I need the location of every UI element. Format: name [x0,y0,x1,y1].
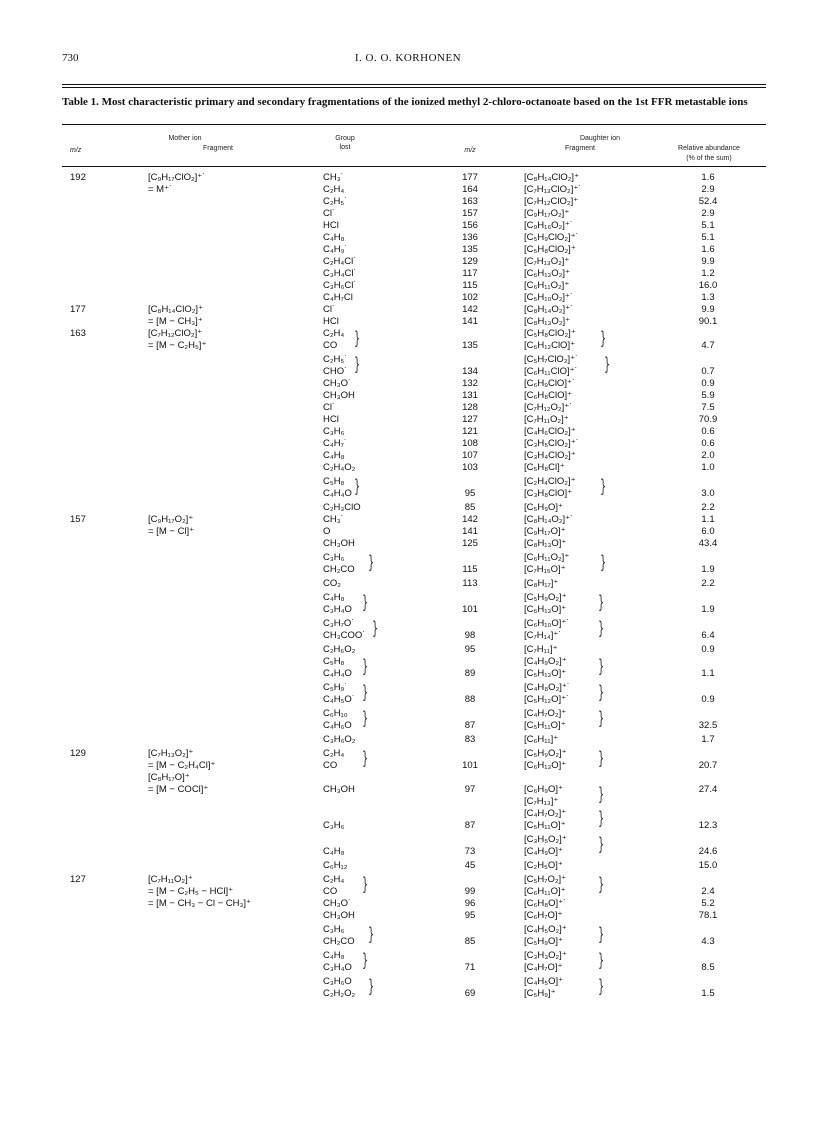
brace: } [598,784,605,805]
cell-daughter-fragment: [C₆H₁₁]⁺ [524,734,559,745]
cell-relative-abundance: 8.5 [701,962,715,973]
brace: } [362,748,369,769]
brace: } [598,708,605,729]
cell-daughter-fragment: [C₅H₈ClO₂]⁺ [524,328,576,339]
cell-daughter-fragment: [C₆H₁₁ClO]⁺˙ [524,366,578,377]
brace: } [598,748,605,769]
cell-daughter-fragment: [C₅H₇ClO₂]⁺˙ [524,354,579,365]
cell-daughter-mz: 85 [464,936,476,947]
cell-group-lost: CH₂CO [323,564,355,575]
cell-daughter-mz: 89 [464,668,476,679]
cell-daughter-fragment: [C₇H₁₁]⁺ [524,644,558,655]
cell-relative-abundance: 2.2 [701,578,715,589]
cell-relative-abundance: 0.9 [701,644,715,655]
cell-daughter-fragment: [C₆H₁₁O₂]⁺ [524,552,570,563]
cell-daughter-fragment: [C₅H₁₃O]⁺ [524,668,567,679]
cell-relative-abundance: 32.5 [698,720,718,731]
cell-relative-abundance: 90.1 [698,316,718,327]
cell-daughter-mz: 98 [464,630,476,641]
cell-daughter-fragment: [C₅H₉O]⁺ [524,502,563,513]
cell-daughter-fragment: [C₈H₁₃O]⁺ [524,538,567,549]
cell-daughter-mz: 136 [462,232,478,243]
cell-relative-abundance: 1.7 [701,734,715,745]
cell-daughter-mz: 83 [464,734,476,745]
cell-mother-ion: = [M − C₂H₅]⁺ [148,340,207,351]
cell-daughter-mz: 129 [462,256,478,267]
cell-daughter-fragment: [C₆H₈O]⁺˙ [524,898,567,909]
cell-daughter-mz: 142 [462,304,478,315]
cell-group-lost: CH₂CO [323,936,355,947]
cell-relative-abundance: 9.9 [701,256,715,267]
cell-relative-abundance: 1.6 [701,244,715,255]
cell-daughter-mz: 101 [462,760,478,771]
cell-mother-ion: = [M − COCl]⁺ [148,784,209,795]
cell-daughter-fragment: [C₄H₈O₂]⁺˙ [524,682,571,693]
cell-daughter-fragment: [C₉H₁₇O₂]⁺ [524,208,570,219]
brace: } [368,976,375,997]
cell-daughter-fragment: [C₄H₇O]⁺ [524,962,563,973]
cell-group-lost: O [323,526,331,537]
cell-daughter-mz: 73 [464,846,476,857]
cell-daughter-fragment: [C₄H₇O₂]⁺ [524,808,567,819]
cell-relative-abundance: 3.0 [701,488,715,499]
cell-group-lost: C₃H₆ [323,820,345,831]
brace: } [362,874,369,895]
cell-mother-ion: [C₈H₁₇O]⁺ [148,772,190,783]
cell-daughter-fragment: [C₅H₈Cl]⁺ [524,462,565,473]
cell-daughter-mz: 127 [462,414,478,425]
cell-daughter-fragment: [C₃H₄ClO₂]⁺ [524,450,576,461]
cell-mother-ion: = [M − Cl]⁺ [148,526,195,537]
brace: } [598,924,605,945]
cell-daughter-fragment: [C₇H₁₁O₂]⁺ [524,414,569,425]
cell-relative-abundance: 1.1 [701,514,715,525]
cell-relative-abundance: 1.3 [701,292,715,303]
cell-relative-abundance: 1.9 [701,564,715,575]
cell-group-lost: CH₃OH [323,538,355,549]
cell-group-lost: Cl˙ [323,208,336,219]
cell-daughter-fragment: [C₆H₈ClO]⁺ [524,390,573,401]
cell-daughter-fragment: [C₈H₁₃O₂]⁺ [524,316,571,327]
cell-daughter-fragment: [C₈H₁₄O₂]⁺˙ [524,304,574,315]
cell-daughter-mz: 103 [462,462,478,473]
cell-group-lost: C₃H₆ [323,552,345,563]
cell-daughter-mz: 135 [462,244,478,255]
cell-daughter-mz: 141 [462,526,478,537]
cell-daughter-mz: 125 [462,538,478,549]
cell-relative-abundance: 43.4 [698,538,718,549]
cell-relative-abundance: 0.9 [701,378,715,389]
cell-group-lost: C₄H₈ [323,232,345,243]
cell-relative-abundance: 0.6 [701,438,715,449]
cell-relative-abundance: 9.9 [701,304,715,315]
cell-daughter-fragment: [C₄H₉O]⁺ [524,846,564,857]
cell-group-lost: C₂H₄ [323,874,345,885]
brace: } [362,682,369,703]
cell-daughter-fragment: [C₆H₉O]⁺ [524,784,564,795]
brace: } [354,476,361,497]
cell-daughter-fragment: [C₇H₁₃]⁺ [524,796,559,807]
cell-daughter-fragment: [C₅H₁₁O]⁺ [524,820,566,831]
cell-group-lost: CH₃COO˙ [323,630,366,641]
col-header-lost: lost [339,144,351,151]
cell-relative-abundance: 2.9 [701,208,715,219]
cell-group-lost: CO [323,340,338,351]
cell-daughter-fragment: [C₆H₁₁O₂]⁺ [524,280,570,291]
cell-daughter-fragment: [C₆H₁₃O₂]⁺ [524,268,570,279]
col-header-daughter-fragment: Fragment [565,145,595,152]
cell-relative-abundance: 6.4 [701,630,715,641]
brace: } [362,950,369,971]
cell-group-lost: CH₃OH [323,910,355,921]
brace: } [600,328,607,349]
cell-mz: 157 [70,514,86,525]
cell-daughter-fragment: [C₃H₅O₂]⁺ [524,834,567,845]
cell-group-lost: C₃H₆Cl˙ [323,280,357,291]
cell-group-lost: C₄H₈ [323,846,345,857]
cell-group-lost: C₆H₁₀ [323,708,348,719]
cell-daughter-fragment: [C₄H₆ClO₂]⁺ [524,426,576,437]
cell-daughter-fragment: [C₇H₁₃O₂]⁺ [524,256,570,267]
cell-daughter-mz: 132 [462,378,478,389]
cell-daughter-mz: 121 [462,426,478,437]
cell-group-lost: C₆H₁₂ [323,860,348,871]
cell-mz: 177 [70,304,86,315]
cell-mz: 129 [70,748,86,759]
cell-group-lost: Cl˙ [323,402,336,413]
brace: } [598,834,605,855]
cell-daughter-mz: 88 [464,694,476,705]
brace: } [368,552,375,573]
cell-group-lost: HCl [323,414,339,425]
cell-mother-ion: [C₉H₁₇ClO₂]⁺˙ [148,172,206,183]
cell-group-lost: CHO˙ [323,366,348,377]
cell-mother-ion: = [M − C₂H₄Cl]⁺ [148,760,216,771]
cell-relative-abundance: 6.0 [701,526,715,537]
cell-daughter-mz: 141 [462,316,478,327]
brace: } [600,476,607,497]
cell-daughter-mz: 71 [464,962,476,973]
cell-relative-abundance: 1.9 [701,604,715,615]
cell-group-lost: CH₃˙ [323,514,344,525]
cell-daughter-mz: 164 [462,184,478,195]
cell-relative-abundance: 2.9 [701,184,715,195]
cell-daughter-mz: 85 [464,502,476,513]
cell-group-lost: C₃H₇O˙ [323,618,355,629]
cell-daughter-fragment: [C₆H₁₃O]⁺ [524,604,567,615]
cell-group-lost: C₂H₄Cl˙ [323,256,357,267]
cell-daughter-mz: 135 [462,340,478,351]
cell-daughter-fragment: [C₆H₁₂ClO]⁺ [524,340,576,351]
cell-group-lost: CH₃O˙ [323,378,352,389]
col-header-mother-ion: Mother ion [168,135,202,142]
brace: } [354,354,361,375]
cell-daughter-fragment: [C₄H₅O₂]⁺ [524,924,567,935]
col-header-daughter-ion: Daughter ion [579,135,621,142]
cell-daughter-fragment: [C₈H₁₇]⁺ [524,578,559,589]
cell-relative-abundance: 70.9 [698,414,718,425]
cell-daughter-fragment: [C₈H₁₄ClO₂]⁺ [524,172,580,183]
cell-daughter-fragment: [C₇H₁₂ClO₂]⁺ [524,196,579,207]
cell-group-lost: C₄H₇˙ [323,438,348,449]
col-header-percent-sum: (% of the sum) [686,155,732,162]
cell-mother-ion: [C₇H₁₃O₂]⁺ [148,748,194,759]
cell-group-lost: C₄H₅O˙ [323,694,355,705]
cell-relative-abundance: 15.0 [698,860,718,871]
cell-daughter-fragment: [C₇H₁₄]⁺˙ [524,630,562,641]
cell-group-lost: C₂H₄ [323,184,345,195]
table-caption: Table 1. Most characteristic primary and secondary fragmentations of the ionized methyl 2-chloro-octanoate based on the 1st FFR metastable ions [62,96,748,108]
cell-daughter-mz: 102 [462,292,478,303]
cell-relative-abundance: 2.4 [701,886,715,897]
cell-daughter-fragment: [C₅H₁₁O]⁺ [524,720,566,731]
cell-relative-abundance: 2.0 [701,450,715,461]
cell-group-lost: C₃H₆ [323,426,345,437]
cell-relative-abundance: 7.5 [701,402,715,413]
cell-relative-abundance: 4.3 [701,936,715,947]
cell-relative-abundance: 0.9 [701,694,715,705]
cell-mother-ion: [C₉H₁₇O₂]⁺ [148,514,194,525]
brace: } [598,656,605,677]
cell-daughter-mz: 117 [462,268,478,279]
brace: } [598,976,605,997]
cell-mz: 163 [70,328,86,339]
brace: } [598,592,605,613]
cell-group-lost: C₄H₇Cl [323,292,353,303]
cell-daughter-fragment: [C₃H₃O₂]⁺ [524,950,567,961]
cell-daughter-fragment: [C₅H₁₀O₂]⁺˙ [524,292,574,303]
cell-group-lost: CH₃OH [323,784,355,795]
brace: } [604,354,611,375]
cell-daughter-mz: 128 [462,402,478,413]
cell-group-lost: CO [323,886,338,897]
cell-daughter-mz: 163 [462,196,478,207]
cell-group-lost: C₂H₂O₂ [323,988,356,999]
cell-group-lost: C₂H₄ [323,328,345,339]
cell-daughter-mz: 87 [464,720,476,731]
cell-group-lost: C₅H₉˙ [323,682,348,693]
cell-group-lost: C₂H₆O₂ [323,644,356,655]
cell-daughter-fragment: [C₃H₅ClO₂]⁺˙ [524,438,579,449]
cell-daughter-mz: 97 [464,784,476,795]
cell-daughter-fragment: [C₅H₉]⁺ [524,988,556,999]
cell-mz: 192 [70,172,86,183]
cell-relative-abundance: 1.5 [701,988,715,999]
col-header-mz: m/z [70,147,82,154]
cell-daughter-fragment: [C₅H₇O₂]⁺ [524,874,567,885]
cell-relative-abundance: 1.0 [701,462,715,473]
cell-daughter-fragment: [C₆H₁₃O]⁺ [524,760,567,771]
cell-group-lost: C₃H₆O₂ [323,734,356,745]
cell-daughter-mz: 87 [464,820,476,831]
brace: } [598,618,605,639]
cell-relative-abundance: 12.3 [698,820,718,831]
cell-group-lost: C₃H₆ [323,924,345,935]
cell-daughter-mz: 115 [462,280,478,291]
brace: } [600,552,607,573]
cell-daughter-fragment: [C₆H₉ClO]⁺˙ [524,378,576,389]
cell-group-lost: C₄H₈ [323,450,345,461]
cell-group-lost: Cl˙ [323,304,336,315]
cell-group-lost: C₄H₈ [323,592,345,603]
cell-group-lost: C₃H₄O [323,604,352,615]
brace: } [372,618,379,639]
cell-relative-abundance: 27.4 [698,784,718,795]
cell-relative-abundance: 52.4 [698,196,718,207]
cell-group-lost: C₂H₅˙ [323,196,348,207]
cell-group-lost: C₄H₉˙ [323,244,348,255]
cell-group-lost: CH₃˙ [323,172,344,183]
cell-relative-abundance: 0.6 [701,426,715,437]
cell-mother-ion: = [M − CH₃ − Cl − CH₃]⁺ [148,898,252,909]
cell-daughter-fragment: [C₉H₁₆O₂]⁺˙ [524,220,574,231]
brace: } [362,592,369,613]
cell-mother-ion: [C₇H₁₂ClO₂]⁺ [148,328,203,339]
cell-daughter-fragment: [C₄H₇O₂]⁺ [524,708,567,719]
cell-daughter-mz: 156 [462,220,478,231]
cell-group-lost: CO [323,760,338,771]
brace: } [354,328,361,349]
cell-group-lost: CH₃OH [323,390,355,401]
cell-group-lost: C₂H₃ClO [323,502,361,513]
cell-daughter-mz: 107 [462,450,478,461]
cell-daughter-fragment: [C₅H₁₂O]⁺˙ [524,694,570,705]
cell-daughter-fragment: [C₈H₁₄O₂]⁺˙ [524,514,574,525]
cell-mother-ion: = M⁺˙ [148,184,173,195]
cell-group-lost: C₃H₆O [323,976,352,987]
cell-relative-abundance: 1.2 [701,268,715,279]
cell-mother-ion: = [M − C₂H₅ − HCl]⁺ [148,886,234,897]
cell-daughter-fragment: [C₂H₅O]⁺ [524,860,563,871]
cell-daughter-fragment: [C₆H₁₀O]⁺˙ [524,618,570,629]
cell-relative-abundance: 1.1 [701,668,715,679]
cell-relative-abundance: 16.0 [698,280,718,291]
cell-group-lost: C₄H₄O [323,668,352,679]
col-header-group: Group [335,135,355,142]
cell-daughter-fragment: [C₅H₉ClO₂]⁺˙ [524,232,579,243]
cell-group-lost: C₄H₆O [323,720,352,731]
cell-daughter-fragment: [C₄H₅O]⁺ [524,976,564,987]
brace: } [598,950,605,971]
cell-daughter-mz: 96 [464,898,476,909]
cell-group-lost: C₂H₄O₂ [323,462,356,473]
cell-daughter-fragment: [C₇H₁₂O₂]⁺˙ [524,402,573,413]
cell-relative-abundance: 24.6 [698,846,718,857]
brace: } [598,682,605,703]
cell-group-lost: HCl [323,316,339,327]
cell-daughter-mz: 115 [462,564,478,575]
cell-daughter-fragment: [C₅H₉O₂]⁺ [524,592,567,603]
col-header-mother-fragment: Fragment [203,145,233,152]
cell-group-lost: C₃H₄Cl˙ [323,268,357,279]
cell-daughter-mz: 157 [462,208,478,219]
cell-mother-ion: = [M − CH₃]⁺ [148,316,203,327]
cell-relative-abundance: 0.7 [701,366,715,377]
cell-relative-abundance: 2.2 [701,502,715,513]
col-header-mz-daughter: m/z [464,147,476,154]
cell-relative-abundance: 4.7 [701,340,715,351]
cell-relative-abundance: 5.1 [701,220,715,231]
cell-daughter-mz: 95 [464,910,476,921]
cell-daughter-fragment: [C₂H₄ClO₂]⁺ [524,476,576,487]
cell-mz: 127 [70,874,86,885]
cell-daughter-mz: 108 [462,438,478,449]
cell-relative-abundance: 5.1 [701,232,715,243]
cell-group-lost: C₅H₈ [323,656,345,667]
cell-daughter-fragment: [C₆H₁₁O]⁺ [524,886,566,897]
cell-daughter-fragment: [C₅H₈ClO₂]⁺ [524,244,576,255]
cell-group-lost: CH₃O˙ [323,898,352,909]
cell-relative-abundance: 5.2 [701,898,715,909]
cell-daughter-mz: 69 [464,988,476,999]
cell-relative-abundance: 1.6 [701,172,715,183]
cell-daughter-fragment: [C₉H₁₇O]⁺ [524,526,566,537]
cell-group-lost: CO₂ [323,578,341,589]
cell-daughter-mz: 101 [462,604,478,615]
cell-daughter-fragment: [C₄H₉O₂]⁺ [524,656,567,667]
cell-daughter-mz: 142 [462,514,478,525]
cell-daughter-fragment: [C₅H₉O]⁺ [524,936,563,947]
cell-daughter-mz: 95 [464,644,476,655]
cell-daughter-fragment: [C₅H₉O₂]⁺ [524,748,567,759]
cell-mother-ion: [C₈H₁₄ClO₂]⁺ [148,304,204,315]
cell-group-lost: C₅H₈ [323,476,345,487]
brace: } [362,656,369,677]
cell-daughter-mz: 113 [462,578,478,589]
cell-group-lost: HCl [323,220,339,231]
cell-relative-abundance: 5.9 [701,390,715,401]
cell-daughter-mz: 134 [462,366,478,377]
cell-daughter-fragment: [C₇H₁₅O]⁺ [524,564,566,575]
cell-daughter-mz: 95 [464,488,476,499]
page-number: 730 [62,52,79,64]
cell-mother-ion: [C₇H₁₁O₂]⁺ [148,874,193,885]
brace: } [598,874,605,895]
cell-group-lost: C₄H₈ [323,950,345,961]
cell-group-lost: C₂H₄ [323,748,345,759]
cell-relative-abundance: 20.7 [698,760,718,771]
brace: } [368,924,375,945]
cell-daughter-mz: 45 [464,860,476,871]
col-header-relative-abundance: Relative abundance [678,145,740,152]
cell-daughter-fragment: [C₆H₇O]⁺ [524,910,563,921]
cell-daughter-fragment: [C₇H₁₃ClO₂]⁺˙ [524,184,582,195]
cell-daughter-mz: 131 [462,390,478,401]
cell-daughter-fragment: [C₃H₈ClO]⁺ [524,488,573,499]
cell-daughter-mz: 177 [462,172,478,183]
cell-group-lost: C₂H₅˙ [323,354,348,365]
cell-group-lost: C₃H₄O [323,962,352,973]
cell-relative-abundance: 78.1 [698,910,718,921]
brace: } [362,708,369,729]
cell-group-lost: C₄H₄O [323,488,352,499]
brace: } [598,808,605,829]
cell-daughter-mz: 99 [464,886,476,897]
running-head-author: I. O. O. KORHONEN [354,52,462,64]
